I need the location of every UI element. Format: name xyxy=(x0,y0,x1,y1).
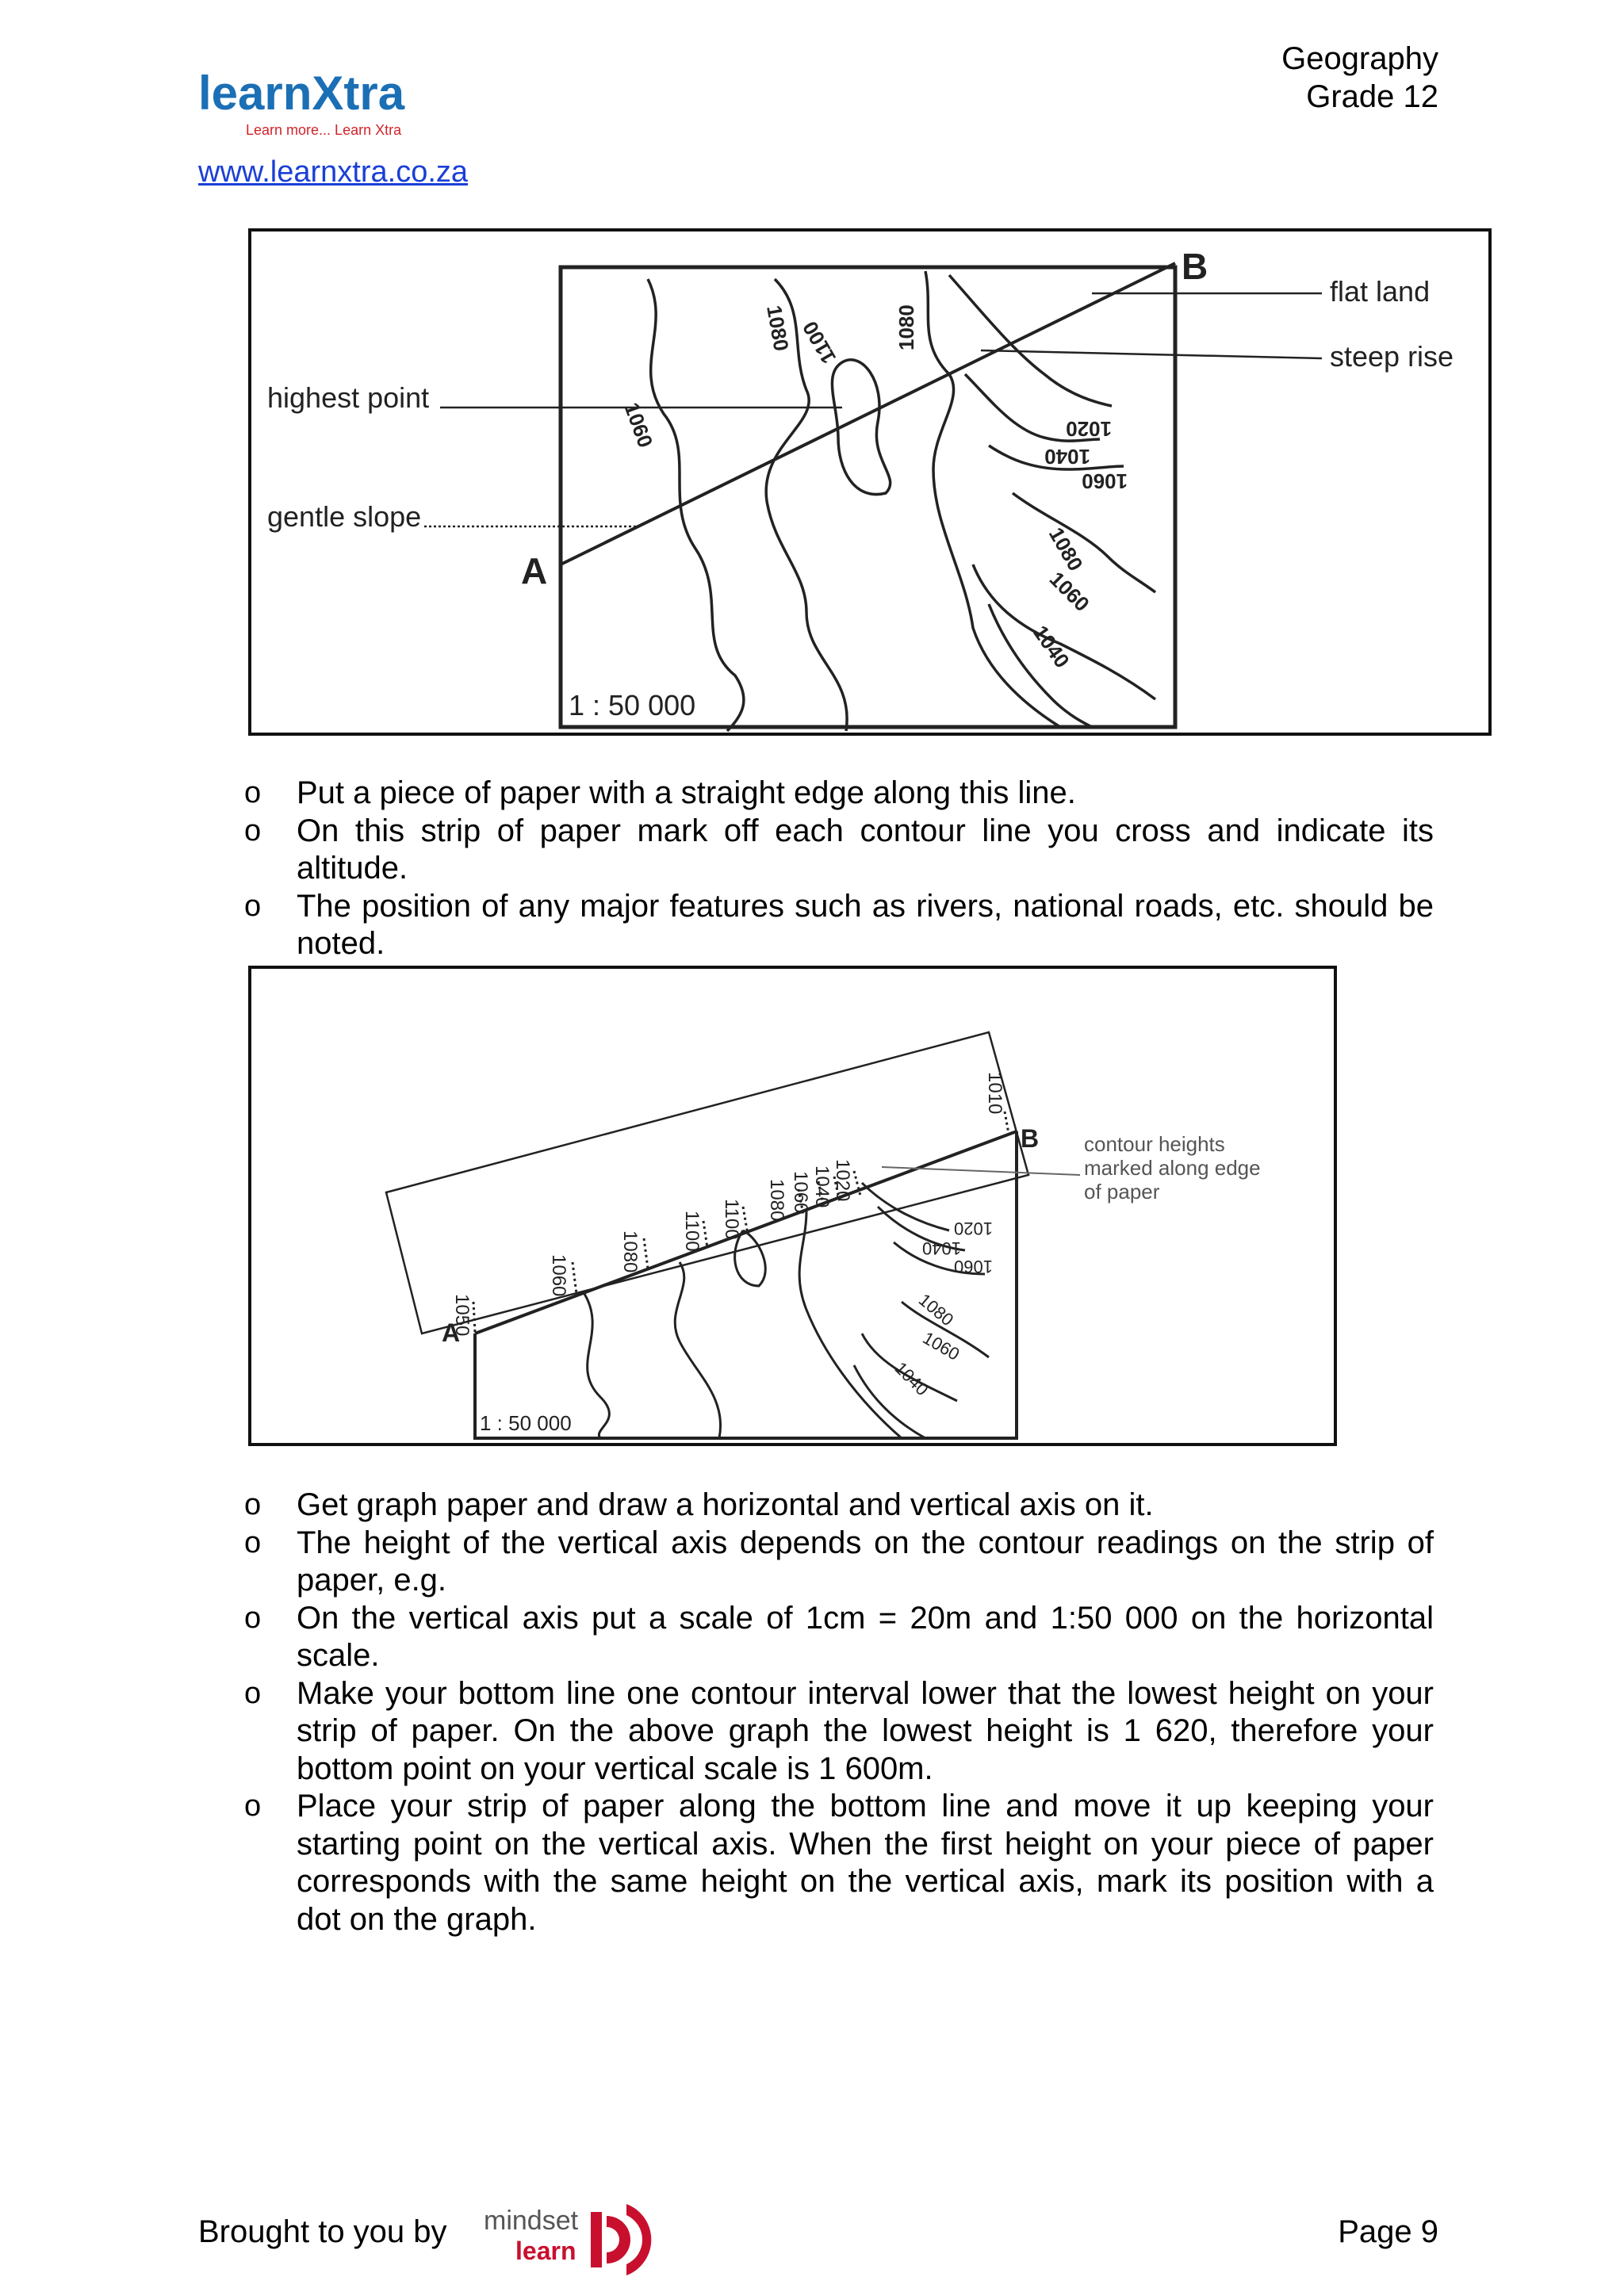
list-item xyxy=(244,775,1434,813)
contour-label: 1020 xyxy=(954,1219,993,1238)
list-item-text: The position of any major features such as rivers, national roads, etc. should be noted. xyxy=(297,888,1434,961)
contour-label-group xyxy=(619,304,1128,672)
contour-label: 1100 xyxy=(798,317,841,368)
bullet-marker: o xyxy=(244,776,262,809)
map-scale: 1 : 50 000 xyxy=(480,1411,572,1435)
label-flat-land: flat land xyxy=(1330,275,1431,308)
contour-label: 1060 xyxy=(619,399,658,451)
annotation-line-1: contour heights xyxy=(1084,1132,1225,1156)
list-item-text: The height of the vertical axis depends on the contour readings on the strip of paper, e.g. xyxy=(297,1525,1434,1598)
annotation-line-2: marked along edge xyxy=(1084,1156,1261,1180)
list-item xyxy=(244,888,1434,963)
contour-1020 xyxy=(949,275,1112,406)
logo-tagline: Learn more... Learn Xtra xyxy=(246,122,402,138)
contour-1080-east xyxy=(925,271,1060,727)
contour-label: 1020 xyxy=(1066,417,1112,441)
bullet-marker: o xyxy=(244,1601,262,1635)
page-number: Page 9 xyxy=(1338,2214,1438,2249)
list-item xyxy=(244,1487,1434,1525)
sponsor-top-text: mindset xyxy=(484,2206,579,2236)
strip-label: 1040 xyxy=(811,1165,833,1208)
list-item xyxy=(244,813,1434,888)
strip-label: 1020 xyxy=(832,1159,853,1202)
strip-label: 1080 xyxy=(766,1179,787,1222)
paper-strip xyxy=(386,1032,1028,1337)
cross-section-line xyxy=(561,263,1175,564)
list-item xyxy=(244,1788,1434,1938)
contour-label: 1060 xyxy=(919,1327,963,1364)
subject-title: Geography xyxy=(1281,41,1438,76)
list-item-text: Put a piece of paper with a straight edge along this line. xyxy=(297,775,1076,810)
contour-1060 xyxy=(648,279,744,731)
contour-label: 1060 xyxy=(1044,567,1094,617)
contour-1080-south xyxy=(1013,493,1155,592)
contour-label: 1060 xyxy=(1082,469,1128,493)
learnxtra-logo xyxy=(198,65,468,141)
bullet-marker: o xyxy=(244,889,262,923)
paper-strip-figure xyxy=(248,966,1337,1446)
list-item-text: Place your strip of paper along the bottom line and move it up keeping your starting point on the vertical axis. When the first height on your piece of paper corresponds with the same height on the vertical axis, mark its position with a dot on the graph. xyxy=(297,1789,1434,1937)
annotation-line-3: of paper xyxy=(1084,1180,1160,1203)
contour-label-group xyxy=(891,1219,993,1399)
list-item-text: Get graph paper and draw a horizontal and vertical axis on it. xyxy=(297,1487,1154,1522)
strip-label: 1060 xyxy=(548,1254,569,1297)
list-item-text: On this strip of paper mark off each contour line you cross and indicate its altitude. xyxy=(297,813,1434,886)
contour-label: 1080 xyxy=(894,304,918,350)
contour-map-figure xyxy=(248,228,1492,736)
paper-strip-drawing xyxy=(251,969,1334,1443)
instruction-list-2 xyxy=(244,1487,1434,1938)
contour-label: 1040 xyxy=(922,1238,961,1258)
point-a-label: A xyxy=(442,1318,461,1347)
strip-label: 1080 xyxy=(619,1230,641,1273)
bullet-marker: o xyxy=(244,813,262,848)
contour-label: 1080 xyxy=(914,1289,958,1330)
point-b-label: B xyxy=(1182,246,1208,287)
contour-label: 1040 xyxy=(1044,445,1090,469)
list-item-text: On the vertical axis put a scale of 1cm = 20m and 1:50 000 on the horizontal scale. xyxy=(297,1600,1434,1673)
map-scale: 1 : 50 000 xyxy=(569,689,696,721)
strip-label: 1010 xyxy=(984,1072,1005,1115)
strip-label: 1100 xyxy=(721,1199,742,1240)
strip-label: 1100 xyxy=(681,1211,703,1252)
website-link[interactable]: www.learnxtra.co.za xyxy=(198,155,469,189)
label-gentle-slope: gentle slope xyxy=(267,500,422,533)
header-subject-block xyxy=(1281,40,1438,116)
grade-label: Grade 12 xyxy=(1306,79,1438,114)
point-b-label: B xyxy=(1021,1124,1040,1153)
strip-label: 1050 xyxy=(451,1294,473,1337)
leader-steep-rise xyxy=(981,350,1322,358)
list-item-text: Make your bottom line one contour interval lower that the lowest height on your strip of paper. On the above graph the lowest height is 1 620, therefore your bottom point on your vertical scale is 1 600m. xyxy=(297,1675,1434,1786)
list-item xyxy=(244,1600,1434,1675)
label-highest-point: highest point xyxy=(267,381,430,414)
contour-label: 1060 xyxy=(954,1257,993,1276)
contour-label: 1040 xyxy=(1028,621,1074,672)
mindset-learn-logo xyxy=(484,2196,674,2275)
contour-1040-south xyxy=(989,604,1092,727)
bullet-marker: o xyxy=(244,1525,262,1559)
point-a-label: A xyxy=(521,550,548,591)
contour-label: 1080 xyxy=(762,303,794,354)
strip-label: 1060 xyxy=(790,1171,811,1214)
footer-credit: Brought to you by xyxy=(198,2214,447,2249)
bullet-marker: o xyxy=(244,1488,262,1521)
sponsor-bottom-text: learn xyxy=(515,2237,576,2265)
list-item xyxy=(244,1525,1434,1600)
bullet-marker: o xyxy=(244,1789,262,1823)
label-steep-rise: steep rise xyxy=(1330,340,1454,373)
contour-map-drawing xyxy=(251,232,1488,733)
sound-wave-icon xyxy=(591,2204,651,2275)
logo-text: learnXtra xyxy=(198,67,405,120)
contour-label: 1080 xyxy=(1044,523,1088,576)
list-item xyxy=(244,1675,1434,1789)
bullet-marker: o xyxy=(244,1676,262,1710)
contour-label: 1040 xyxy=(891,1357,933,1400)
instruction-list-1 xyxy=(244,775,1434,963)
